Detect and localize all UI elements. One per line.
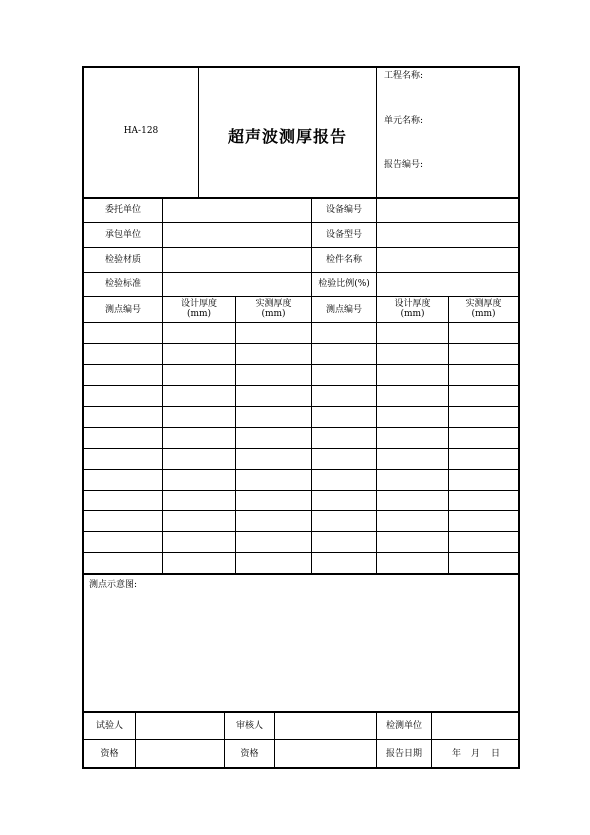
contractor-label: 承包单位 (104, 230, 141, 240)
diagram-area[interactable] (84, 592, 518, 710)
table-col-line-5 (448, 297, 449, 574)
ratio-label: 检验比例(%) (318, 279, 370, 289)
reviewer-label: 审核人 (235, 721, 263, 731)
col-design-thickness-left-label: 设计厚度 (180, 299, 217, 309)
standard-label: 检验标准 (104, 279, 141, 289)
table-row-line (82, 448, 520, 449)
table-row-line (82, 469, 520, 470)
client-label: 委托单位 (104, 205, 141, 215)
inspection-unit-label: 检测单位 (385, 721, 422, 731)
reviewer-qualification-label: 资格 (240, 749, 259, 759)
footer-col-line-5 (431, 712, 432, 768)
report-date-label: 报告日期 (385, 749, 422, 759)
col-point-no-left: 测点编号 (104, 305, 141, 315)
table-row-line (82, 531, 520, 532)
table-row-line (82, 364, 520, 365)
col-design-thickness-left-unit: (mm) (186, 309, 212, 319)
footer-col-line-3 (274, 712, 275, 768)
col-point-no-right: 测点编号 (325, 305, 362, 315)
table-row-line (82, 427, 520, 428)
table-row-line (82, 385, 520, 386)
diagram-label: 测点示意图: (89, 580, 138, 590)
form-code: HA-128 (123, 126, 159, 136)
tester-label: 试验人 (95, 721, 123, 731)
report-number-label: 报告编号: (384, 160, 424, 170)
table-row-line (82, 406, 520, 407)
table-row-line (82, 552, 520, 553)
table-col-line-1 (162, 297, 163, 574)
table-col-line-2 (235, 297, 236, 574)
footer-col-line-4 (376, 712, 377, 768)
diagram-bottom-line (82, 711, 520, 713)
col-actual-thickness-left-unit: (mm) (261, 309, 286, 319)
table-col-line-4 (376, 297, 377, 574)
device-model-label: 设备型号 (325, 230, 362, 240)
col-actual-thickness-right-unit: (mm) (471, 309, 496, 319)
col-design-thickness-right-unit: (mm) (400, 309, 425, 319)
table-row-line (82, 490, 520, 491)
date-day: 日 (491, 749, 501, 759)
project-name-label: 工程名称: (384, 71, 424, 81)
material-label: 检验材质 (104, 255, 141, 265)
part-name-label: 检件名称 (325, 255, 362, 265)
unit-name-label: 单元名称: (384, 116, 424, 126)
table-row-line (82, 510, 520, 511)
footer-col-line-1 (135, 712, 136, 768)
col-design-thickness-right-label: 设计厚度 (394, 299, 431, 309)
col-actual-thickness-left-label: 实测厚度 (255, 299, 292, 309)
tester-qualification-label: 资格 (100, 749, 119, 759)
date-year: 年 (452, 749, 462, 759)
page-title: 超声波测厚报告 (227, 127, 347, 146)
device-no-label: 设备编号 (325, 205, 362, 215)
date-month: 月 (471, 749, 481, 759)
table-col-line-3 (311, 297, 312, 574)
table-bottom-line (82, 573, 520, 575)
footer-row-line (82, 739, 520, 740)
footer-col-line-2 (224, 712, 225, 768)
table-row-line (82, 343, 520, 344)
col-actual-thickness-right-label: 实测厚度 (465, 299, 502, 309)
